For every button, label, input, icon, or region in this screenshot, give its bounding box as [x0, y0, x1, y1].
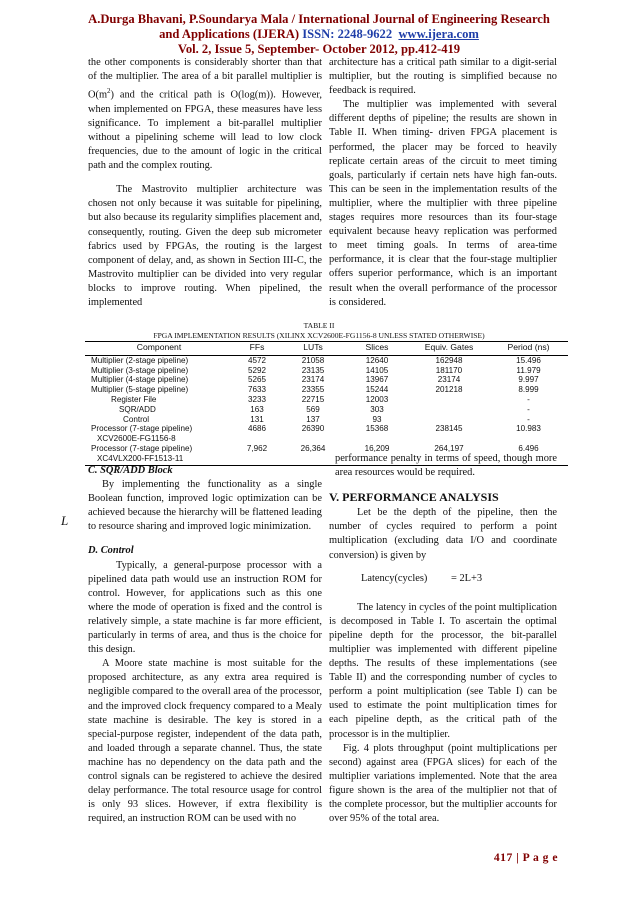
column-header: Slices: [345, 342, 409, 356]
table-cell: Multiplier (3-stage pipeline): [91, 365, 189, 375]
table-cell: 15244: [365, 385, 389, 395]
table-row: [85, 395, 568, 405]
table-caption-title: FPGA IMPLEMENTATION RESULTS (XILINX XCV2600E-FG1156-8 UNLESS STATED OTHERWISE): [153, 331, 485, 340]
table-cell: [409, 415, 489, 425]
table-cell: XC4VLX200-FF1513-11: [85, 454, 233, 465]
journal-header-line1: A.Durga Bhavani, P.Soundarya Mala / International Journal of Engineering Research: [88, 12, 550, 26]
table-cell: 12640: [365, 355, 389, 365]
table-row: [85, 385, 568, 395]
right-column-top: [329, 56, 557, 310]
column-header: Period (ns): [489, 342, 568, 356]
paragraph: The multiplier was implemented with several different depths of pipeline; the results are shown in Table II. When timing- driven FPGA placement is performed, the placer may be forced to heavily replicate certain areas of the circuit to meet timing goals, particularly if certain nets have high fan-outs. This can be seen in the implementation results of the multiplier, where the multiplier with three pipeline stages requires more resources than its four-stage equivalent because heavy replication was performed to meet timing goals. In terms of area-time performance, it is clear that the four-stage multiplier offers superior performance, which is an important result when the overall performance of the processor is considered.: [329, 99, 557, 308]
table-cell: 569: [306, 404, 320, 414]
table-cell: Multiplier (2-stage pipeline): [91, 355, 189, 365]
table-cell: 22715: [301, 394, 325, 404]
table-cell: [233, 434, 281, 444]
table-cell: 23174: [301, 375, 325, 385]
table-cell: 7,962: [246, 443, 268, 453]
table-row: [85, 366, 568, 376]
table-cell: [345, 434, 409, 444]
table-cell: 9.997: [518, 375, 539, 385]
paragraph: Fig. 4 plots throughput (point multiplications per second) against area (FPGA slices) for each of the multiplier variations implemented. Note that the area figure shown is the area of the multiplier not that of the complete processor, but the multiplier accounts for over 95% of the total area.: [329, 742, 557, 825]
table-cell: 10.983: [516, 424, 541, 434]
table-cell: -: [527, 414, 530, 424]
table-cell: 21058: [301, 355, 325, 365]
table-row: [85, 415, 568, 425]
table-cell: [409, 405, 489, 415]
column-header: Equiv. Gates: [409, 342, 489, 356]
right-column-bottom: [329, 452, 557, 826]
paragraph: [88, 56, 322, 173]
table-cell: 13967: [365, 375, 389, 385]
table-cell: 12003: [365, 394, 389, 404]
table-cell: 137: [306, 414, 320, 424]
formula-lhs: Latency(cycles): [361, 572, 428, 584]
paragraph: performance penalty in terms of speed, though more area resources would be required.: [335, 453, 557, 479]
table-cell: [409, 395, 489, 405]
paragraph: Typically, a general-purpose processor with a pipelined data path would use an instruction ROM for control. However, for applications such as this one where the mode of operation is fixed and the control is relatively simple, a state machine is far more efficient, particularly in terms of area, and thus is the choice for this design.: [88, 559, 322, 656]
column-header: LUTs: [281, 342, 345, 356]
paragraph-text: the other components is considerably shorter than that of the multiplier. The area of a bit parallel multiplier is O(m: [88, 57, 322, 101]
table-cell: Processor (7-stage pipeline): [91, 443, 193, 453]
table-cell: 163: [250, 404, 264, 414]
table-cell: [489, 434, 568, 444]
paragraph: By implementing the functionality as a single Boolean function, improved logic optimization can be achieved because the hierarchy will be flattened leading to resource sharing and improved logic minimization.: [88, 479, 322, 533]
superscript: 2: [107, 87, 111, 96]
table-cell: SQR/ADD: [119, 404, 156, 414]
table-cell: 23135: [301, 365, 325, 375]
table-cell: -: [527, 404, 530, 414]
column-header: Component: [85, 342, 233, 356]
table-row: [85, 424, 568, 434]
section-heading-v: V. PERFORMANCE ANALYSIS: [329, 490, 499, 505]
table-header-row: [85, 342, 568, 356]
table-cell: 11.979: [516, 365, 541, 375]
paragraph: Let be the depth of the pipeline, then the number of cycles required to perform a point multiplication (excluding data I/O and coordinate conversion) is given by: [329, 507, 557, 561]
paragraph-text: ) and the critical path is O(log(m)). However, when implemented on FPGA, these measures have less significance. To implement a bit-parallel multiplier without a pipelining scheme will lead to low clock frequencies, due to the amount of logic in the critical path and the complex routing.: [88, 89, 322, 172]
table-cell: 201218: [435, 385, 463, 395]
paragraph: architecture has a critical path similar to a digit-serial multiplier, but the routing is simplified because no feedback is required.: [329, 57, 557, 97]
table-cell: 181170: [435, 365, 463, 375]
table-cell: XCV2600E-FG1156-8: [97, 434, 176, 444]
table-cell: 8.999: [518, 385, 539, 395]
column-header: FFs: [233, 342, 281, 356]
table-cell: Multiplier (5-stage pipeline): [91, 385, 189, 395]
table-cell: 26390: [301, 424, 325, 434]
table-row: [85, 375, 568, 385]
table-cell: 3233: [247, 394, 266, 404]
table-cell: 26,364: [300, 443, 326, 453]
section-heading-c: C. SQR/ADD Block: [88, 465, 173, 476]
section-heading-d: D. Control: [88, 545, 134, 557]
latency-formula: [329, 563, 557, 601]
table-row: [85, 355, 568, 365]
table-cell: 4686: [247, 424, 266, 434]
table-cell: 131: [250, 414, 264, 424]
table-cell: [409, 434, 489, 444]
paragraph: The latency in cycles of the point multiplication is decomposed in Table I. To ascertain the optimal pipeline depth for the processor, the bit-parallel multiplier was implemented with different pipeline depths. The results of these implementations (see Table II) and the corresponding number of cycles to perform a point multiplication (see Table I) can be used to estimate the point multiplication times for each pipeline depth, as the critical path of the processor is in the multiplier.: [329, 601, 557, 740]
table-cell: 15.496: [516, 355, 541, 365]
table-cell: 264,197: [434, 443, 464, 453]
table-cell: 14105: [365, 365, 389, 375]
table-cell: [281, 434, 345, 444]
journal-header-line2: [0, 27, 638, 42]
table-cell: 23174: [437, 375, 461, 385]
table-cell: 5265: [247, 375, 266, 385]
table-caption-number: TABLE II: [303, 321, 335, 330]
table-cell: 238145: [435, 424, 463, 434]
table-cell: 7633: [247, 385, 266, 395]
table-cell: 16,209: [364, 443, 390, 453]
journal-header-volume: Vol. 2, Issue 5, September- October 2012, pp.412-419: [177, 42, 461, 56]
paragraph: A Moore state machine is most suitable for the proposed architecture, as any extra area required is negligible compared to the overall area of the processor, and the improved clock frequency compared to a Mealy state machine is desirable. The key is stored in a special-purpose register, independent of the data path, and loaded through a separate channel. Thus, the state machine has no dependency on the data path and the control signals can be registered to achieve the desired delay performance. The total resource usage for control is only 93 slices. However, if extra flexibility is required, an instruction ROM can be used with no: [88, 658, 322, 825]
issn: ISSN: 2248-9622: [302, 27, 393, 41]
left-column-top: [88, 56, 322, 310]
table-cell: 303: [370, 404, 384, 414]
table-cell: 93: [372, 414, 382, 424]
page-number: 417 | P a g e: [493, 851, 558, 864]
table-row: [85, 405, 568, 415]
left-column-bottom: [88, 464, 322, 826]
table-cell: Multiplier (4-stage pipeline): [91, 375, 189, 385]
table-row: [85, 434, 568, 444]
table-cell: 15368: [365, 424, 389, 434]
formula-rhs: = 2L+3: [451, 572, 483, 584]
table-cell: -: [527, 394, 530, 404]
table-cell: 6.496: [518, 443, 539, 453]
table-cell: Processor (7-stage pipeline): [91, 424, 193, 434]
journal-url-link[interactable]: www.ijera.com: [398, 27, 479, 41]
table-cell: 4572: [247, 355, 266, 365]
paragraph: The Mastrovito multiplier architecture was chosen not only because it was suitable for pipelining, but also because its regularity simplifies placement and, consequently, routing. Given the deep sub micrometer fabrics used by FPGAs, the routing is the largest component of delay, and, as shown in Section III-C, the Mastrovito multiplier can be divided into very regular blocks to improve routing. When pipelined, the implemented: [88, 184, 322, 308]
table-cell: 5292: [247, 365, 266, 375]
table-cell: Control: [123, 414, 150, 424]
table-cell: Register File: [111, 394, 157, 404]
table-cell: 23355: [301, 385, 325, 395]
journal-header-line2-text: and Applications (IJERA): [159, 27, 303, 41]
results-table: [85, 341, 568, 466]
table-cell: 162948: [435, 355, 463, 365]
margin-mark: L: [61, 513, 69, 528]
